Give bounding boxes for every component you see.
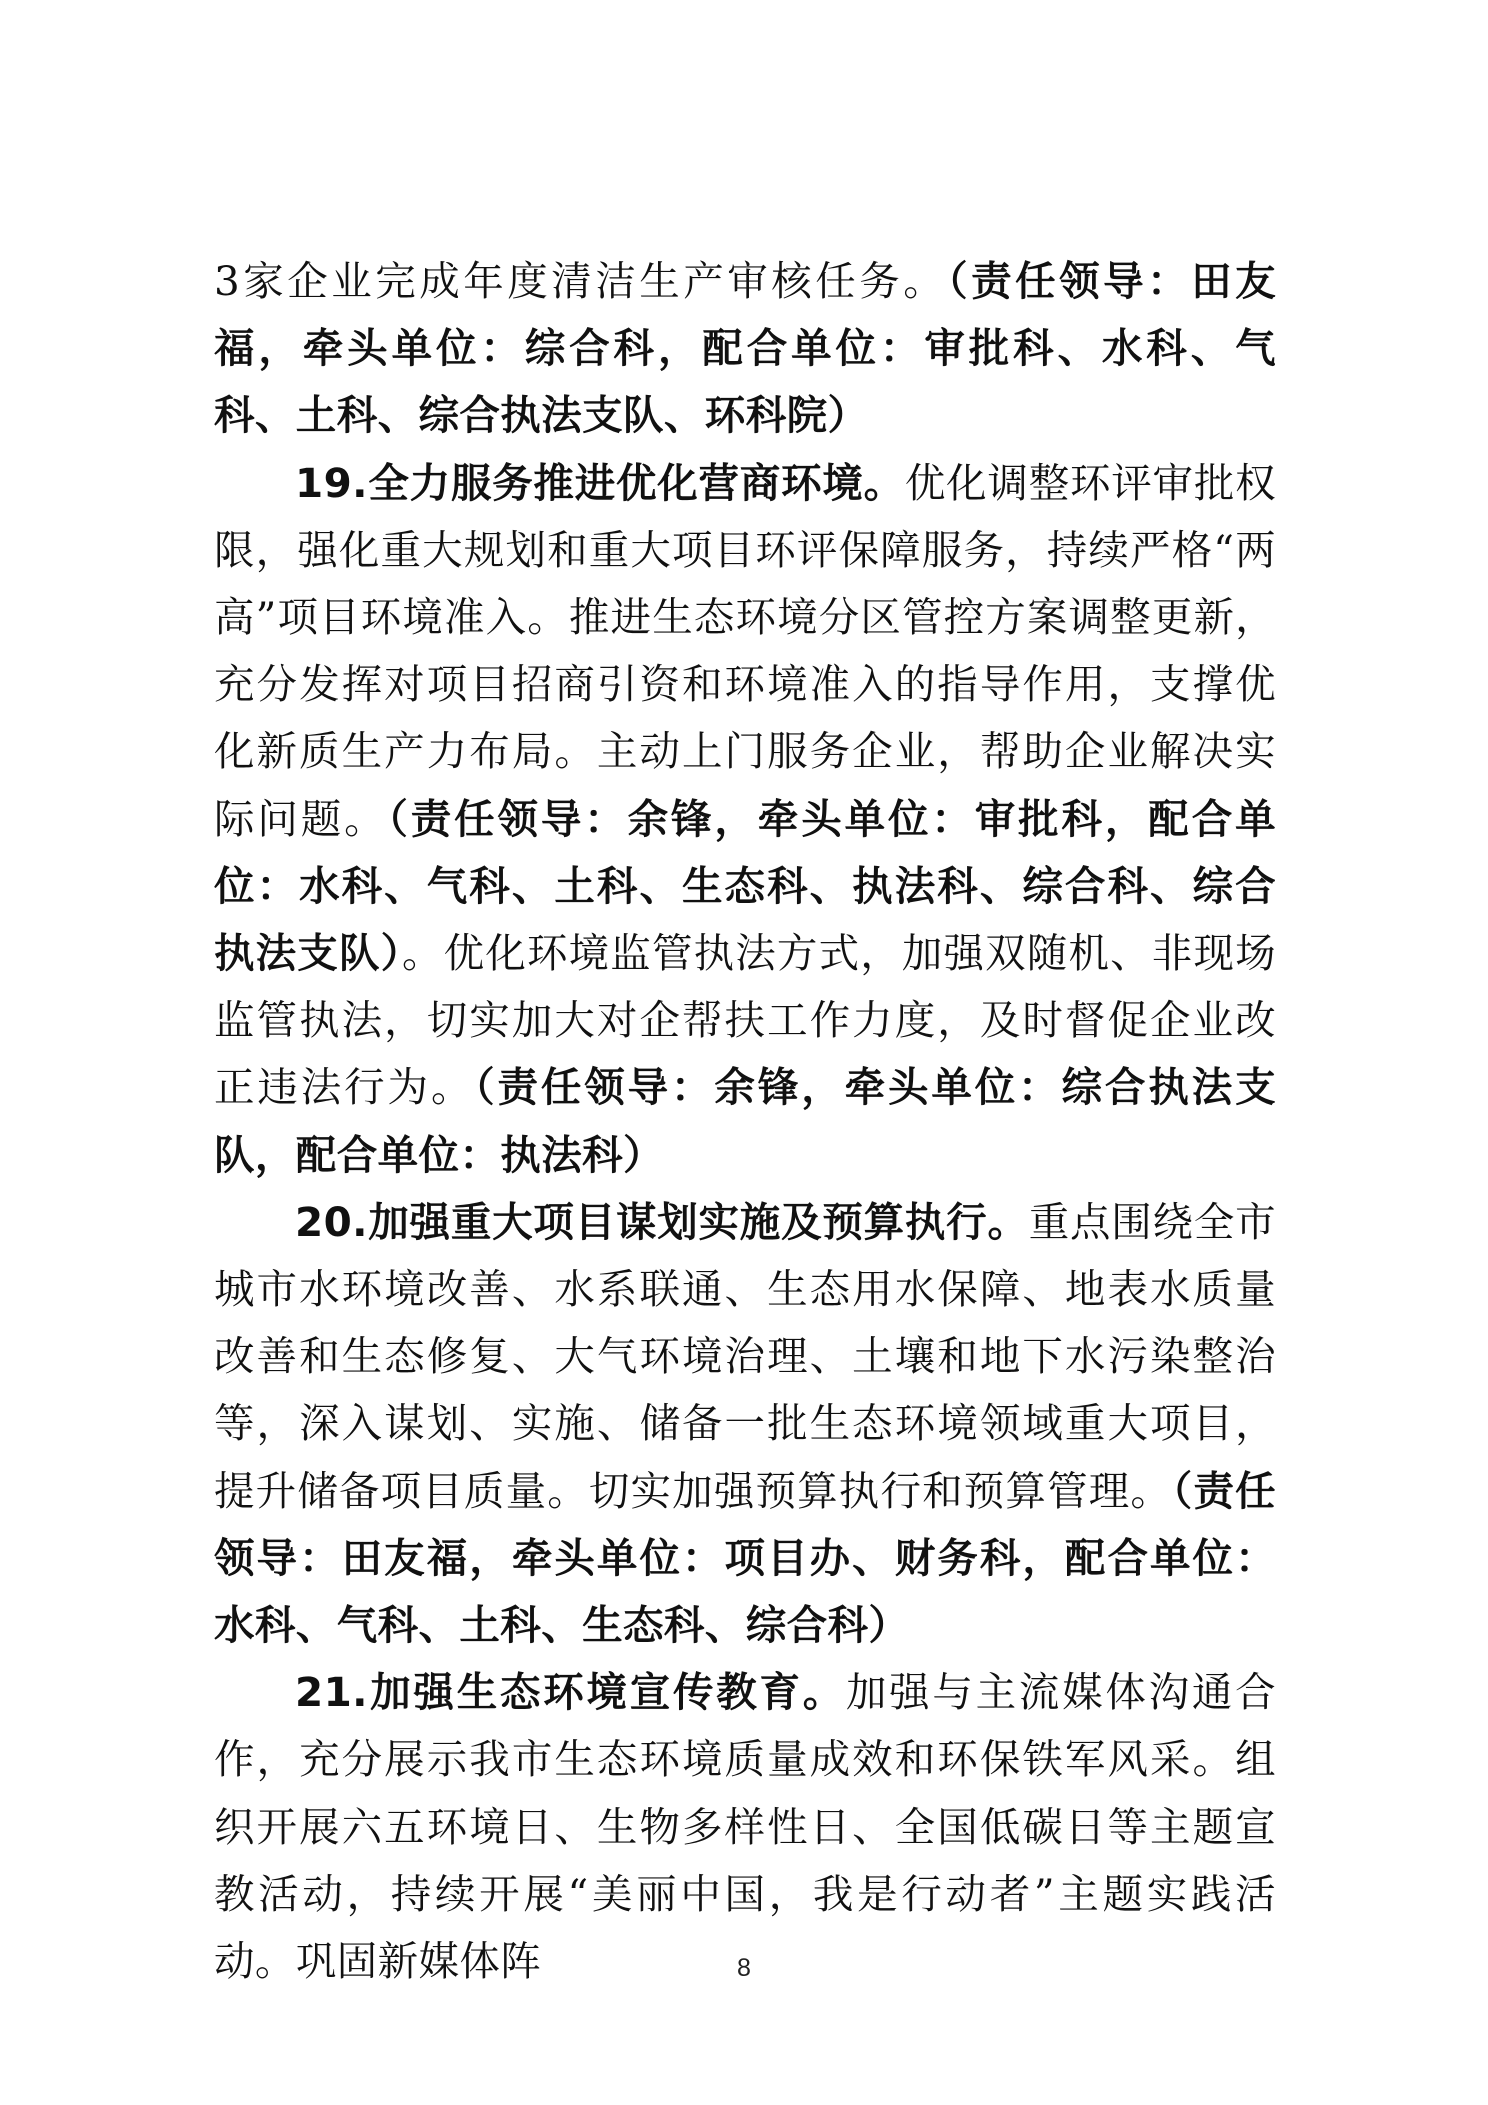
- item-heading: 全力服务推进优化营商环境。: [367, 458, 905, 507]
- responsibility-note: （责任领导：田友福，牵头单位：项目办、财务科，配合单位：水科、气科、土科、生态科、综合科）: [214, 1466, 1277, 1650]
- responsibility-note: （责任领导：余锋，牵头单位：审批科，配合单位：水科、气科、土科、生态科、执法科、综合科、综合执法支队）: [214, 794, 1276, 978]
- responsibility-note-second: （责任领导：余锋，牵头单位：综合执法支队，配合单位：执法科）: [214, 1063, 1276, 1179]
- item-heading: 加强重大项目谋划实施及预算执行。: [367, 1197, 1029, 1246]
- item-heading: 加强生态环境宣传教育。: [367, 1668, 846, 1717]
- paragraph-18-continuation: [214, 248, 1276, 450]
- item-number: 21.: [295, 1668, 368, 1717]
- item-number: 20.: [295, 1197, 368, 1246]
- responsibility-note: （责任领导：田友福，牵头单位：综合科，配合单位：审批科、水科、气科、土科、综合执法支队、环科院）: [214, 257, 1276, 440]
- paragraph-body-continued: 。优化环境监管执法方式，加强双随机、非现场监管执法，切实加大对企帮扶工作力度，及时督促企业改正违法行为。: [214, 929, 1277, 1112]
- paragraph-body: 3家企业完成年度清洁生产审核任务。: [214, 257, 948, 305]
- paragraph-21: [214, 1659, 1276, 1995]
- paragraph-body: 优化调整环评审批权限，强化重大规划和重大项目环评保障服务，持续严格“两高”项目环境准入。推进生态环境分区管控方案调整更新，充分发挥对项目招商引资和环境准入的指导作用，支撑优化新质生产力布局。主动上门服务企业，帮助企业解决实际问题。: [214, 458, 1276, 843]
- item-number: 19.: [295, 458, 368, 507]
- document-body: [214, 248, 1276, 1995]
- paragraph-19: [214, 450, 1276, 1189]
- page-number: 8: [737, 1954, 751, 1982]
- paragraph-body: 加强与主流媒体沟通合作，充分展示我市生态环境质量成效和环保铁军风采。组织开展六五环境日、生物多样性日、全国低碳日等主题宣教活动，持续开展“美丽中国，我是行动者”主题实践活动。巩固新媒体阵: [214, 1668, 1276, 1986]
- paragraph-20: [214, 1189, 1276, 1659]
- paragraph-body: 重点围绕全市城市水环境改善、水系联通、生态用水保障、地表水质量改善和生态修复、大气环境治理、土壤和地下水污染整治等，深入谋划、实施、储备一批生态环境领域重大项目，提升储备项目质量。切实加强预算执行和预算管理。: [214, 1197, 1276, 1515]
